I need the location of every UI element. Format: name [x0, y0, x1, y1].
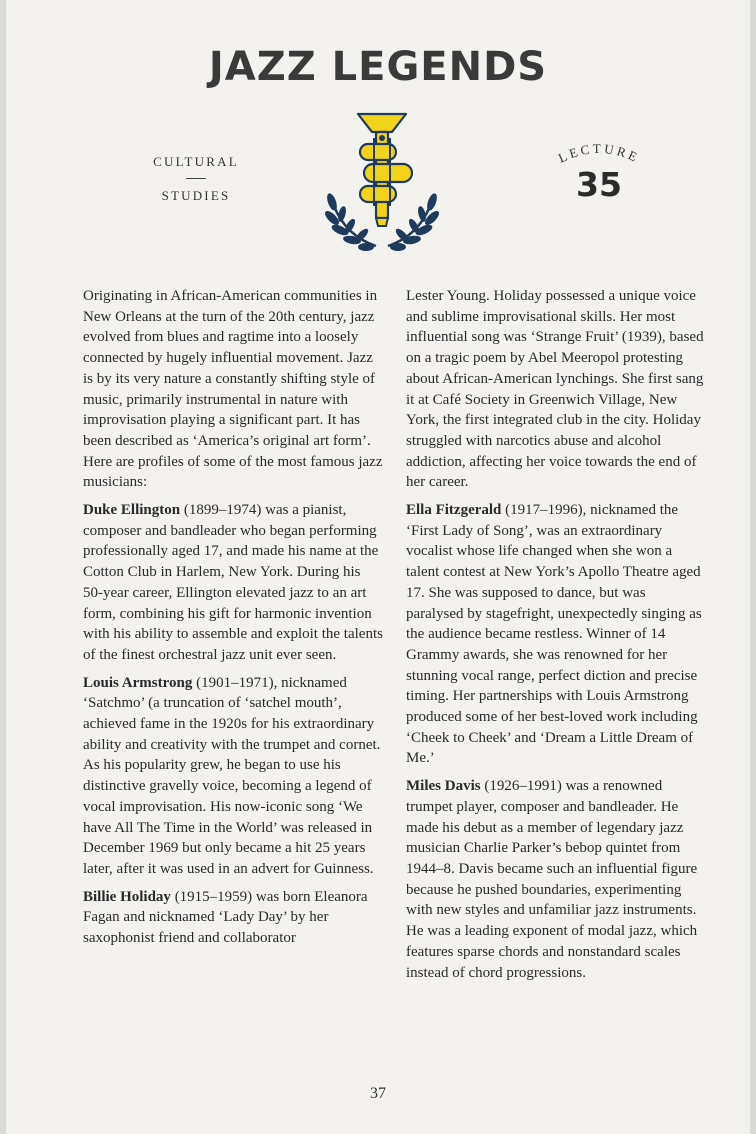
- subject-divider: [186, 178, 206, 179]
- intro-paragraph: Originating in African-American communities in New Orleans at the turn of the 20th century, jazz evolved from blues and ragtime into a loosely connected by hugely influential movement. Jazz is by its very nature a constantly shifting style of music, primarily instrumental in nature with improvisation playing a significant part. It has been described as ‘America’s original art form’. Here are profiles of some of the most famous jazz musicians:: [83, 288, 383, 491]
- profile-name: Duke Ellington: [83, 502, 181, 519]
- lecture-label: [554, 140, 644, 166]
- subject-label: [136, 154, 256, 204]
- book-page: [6, 0, 750, 1134]
- svg-text:LECTURE: [556, 141, 642, 166]
- text-column-right: [406, 286, 706, 990]
- text-column-left: [83, 286, 383, 956]
- profile-name: Ella Fitzgerald: [406, 502, 502, 519]
- profile-name: Miles Davis: [406, 778, 481, 795]
- trumpet-laurel-icon: [312, 108, 452, 253]
- lecture-label-text: LECTURE: [555, 140, 643, 166]
- subject-line-1: CULTURAL: [153, 154, 239, 169]
- profile-paragraph: Miles Davis (1926–1991) was a renowned trumpet player, composer and bandleader. He made his debut as a member of legendary jazz musician Charlie Parker’s bebop quintet from 1944–8. Davis became such an influential figure because he pushed boundaries, experimenting with new styles and unfamiliar jazz instruments. He was a leading exponent of modal jazz, which features sparse chords and nonstandard scales instead of chord progressions.: [406, 778, 698, 981]
- page-number: 37: [370, 1085, 386, 1102]
- profile-continuation: Lester Young. Holiday possessed a unique voice and sublime improvisational skills. Her most influential song was ‘Strange Fruit’ (1939), based on a tragic poem by Abel Meeropol protesting about African-American lynchings. She first sang it at Café Society in Greenwich Village, New York, the first integrated club in the city. Holiday struggled with narcotics abuse and alcohol addiction, affecting her voice towards the end of her career.: [406, 288, 704, 491]
- profile-paragraph: Billie Holiday (1915–1959) was born Eleanora Fagan and nicknamed ‘Lady Day’ by her saxophonist friend and collaborator: [83, 888, 368, 947]
- profile-name: Louis Armstrong: [83, 674, 193, 691]
- subject-line-2: STUDIES: [161, 188, 231, 203]
- profile-name: Billie Holiday: [83, 888, 171, 905]
- page-title: JAZZ LEGENDS: [208, 44, 548, 90]
- profile-paragraph: Ella Fitzgerald (1917–1996), nicknamed the ‘First Lady of Song’, was an extraordinary vocalist whose life changed when she won a talent contest at New York’s Apollo Theatre aged 17. She was supposed to dance, but was paralysed by stagefright, unexpectedly singing as the audience became restless. Winner of 14 Grammy awards, she was renowned for her stunning vocal range, perfect diction and precise timing. Her partnerships with Louis Armstrong produced some of her best-loved work including ‘Cheek to Cheek’ and ‘Dream a Little Dream of Me.’: [406, 502, 702, 767]
- lecture-number: 35: [576, 165, 622, 204]
- profile-paragraph: Duke Ellington (1899–1974) was a pianist, composer and bandleader who began performing professionally aged 17, and made his name at the Cotton Club in Harlem, New York. During his 50-year career, Ellington elevated jazz to an art form, combining his gift for harmonic invention with his ability to assemble and exploit the talents of the finest orchestral jazz unit ever seen.: [83, 502, 383, 663]
- profile-paragraph: Louis Armstrong (1901–1971), nicknamed ‘Satchmo’ (a truncation of ‘satchel mouth’, achieved fame in the 1920s for his extraordinary ability and creativity with the trumpet and cornet. As his popularity grew, he began to use his distinctive gravelly voice, becoming a legend of vocal improvisation. His now-iconic song ‘We have All The Time in the World’ was released in December 1969 but only became a hit 25 years later, after it was used in an advert for Guinness.: [83, 674, 381, 877]
